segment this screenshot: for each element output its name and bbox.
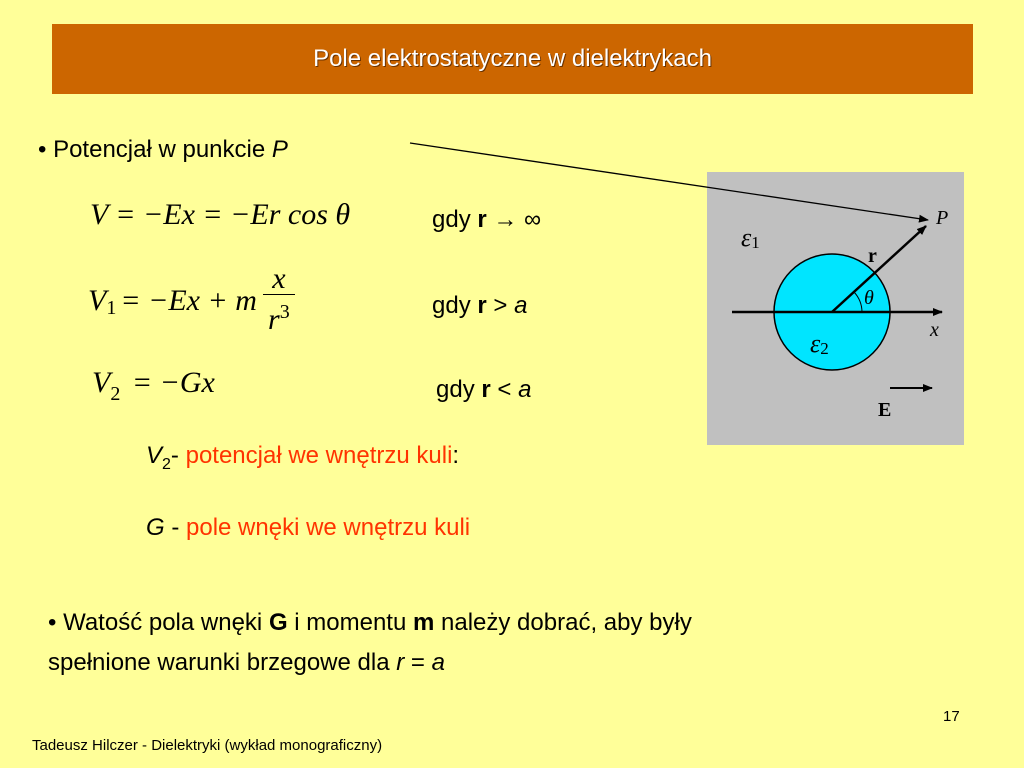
- equation-v2-symbol: V: [92, 366, 111, 399]
- condition-outside-a: a: [514, 292, 528, 319]
- condition-outside-r: r: [477, 292, 487, 319]
- note-v2-subscript: 2: [162, 455, 171, 473]
- bullet-potential-text: • Potencjał w punkcie: [38, 136, 272, 163]
- note-v2-description: potencjał we wnętrzu kuli: [185, 442, 453, 469]
- condition-infinity-prefix: gdy: [432, 206, 478, 233]
- denominator-exponent: 3: [279, 301, 290, 323]
- note-g-dash: -: [164, 514, 186, 541]
- label-epsilon1: [741, 223, 760, 252]
- note-v2-dash: -: [170, 442, 186, 469]
- line2-r: r: [396, 649, 405, 676]
- footer-author: Tadeusz Hilczer - Dielektryki (wykład monograficzny): [32, 737, 383, 754]
- condition-inside-a: a: [518, 376, 532, 403]
- equation-v1-subscript: 1: [106, 297, 117, 319]
- line2-a: a: [431, 649, 445, 676]
- page-number: 17: [943, 708, 960, 725]
- condition-inside-rest: <: [490, 376, 519, 403]
- equation-v1-body: = −Ex + m: [120, 283, 257, 317]
- condition-outside-prefix: gdy: [432, 292, 478, 319]
- label-theta: θ: [864, 287, 874, 309]
- bullet-potential-point: P: [271, 136, 288, 163]
- line1-G: G: [268, 609, 288, 636]
- line1-m: m: [413, 609, 435, 636]
- epsilon2-symbol: ε: [810, 329, 821, 358]
- equation-v: V = −Ex = −Er cos θ: [90, 198, 351, 231]
- slide-title: Pole elektrostatyczne w dielektrykach: [313, 45, 712, 72]
- equation-v2-subscript: 2: [110, 383, 121, 405]
- line1-part-e: należy dobrać, aby były: [434, 609, 692, 636]
- line1-part-a: • Watość pola wnęki: [48, 609, 269, 636]
- note-g-symbol: G: [146, 514, 165, 541]
- note-g-description: pole wnęki we wnętrzu kuli: [186, 514, 471, 541]
- note-v2-symbol: V: [146, 442, 163, 469]
- fraction-numerator: x: [272, 262, 286, 295]
- denominator-base: r: [268, 303, 280, 336]
- epsilon1-symbol: ε: [741, 223, 752, 252]
- equation-v1-symbol: V: [88, 283, 107, 317]
- line1-part-c: i momentu: [287, 609, 413, 636]
- condition-inside-r: r: [481, 376, 491, 403]
- label-P: P: [936, 207, 949, 229]
- line2-part-a: spełnione warunki brzegowe dla: [48, 649, 397, 676]
- line2-equals: =: [404, 649, 432, 676]
- pointer-line: [410, 143, 928, 220]
- label-r: r: [868, 245, 877, 267]
- condition-outside-rest: >: [486, 292, 515, 319]
- label-x: x: [930, 319, 939, 341]
- label-E: E: [878, 399, 892, 421]
- equation-v2-body: = −Gx: [124, 366, 215, 399]
- condition-infinity-r: r: [477, 206, 487, 233]
- epsilon1-subscript: 1: [751, 233, 760, 252]
- note-v2-colon: :: [452, 442, 460, 469]
- epsilon2-subscript: 2: [820, 339, 829, 358]
- condition-inside-prefix: gdy: [436, 376, 482, 403]
- condition-infinity-rest: → ∞: [486, 206, 542, 233]
